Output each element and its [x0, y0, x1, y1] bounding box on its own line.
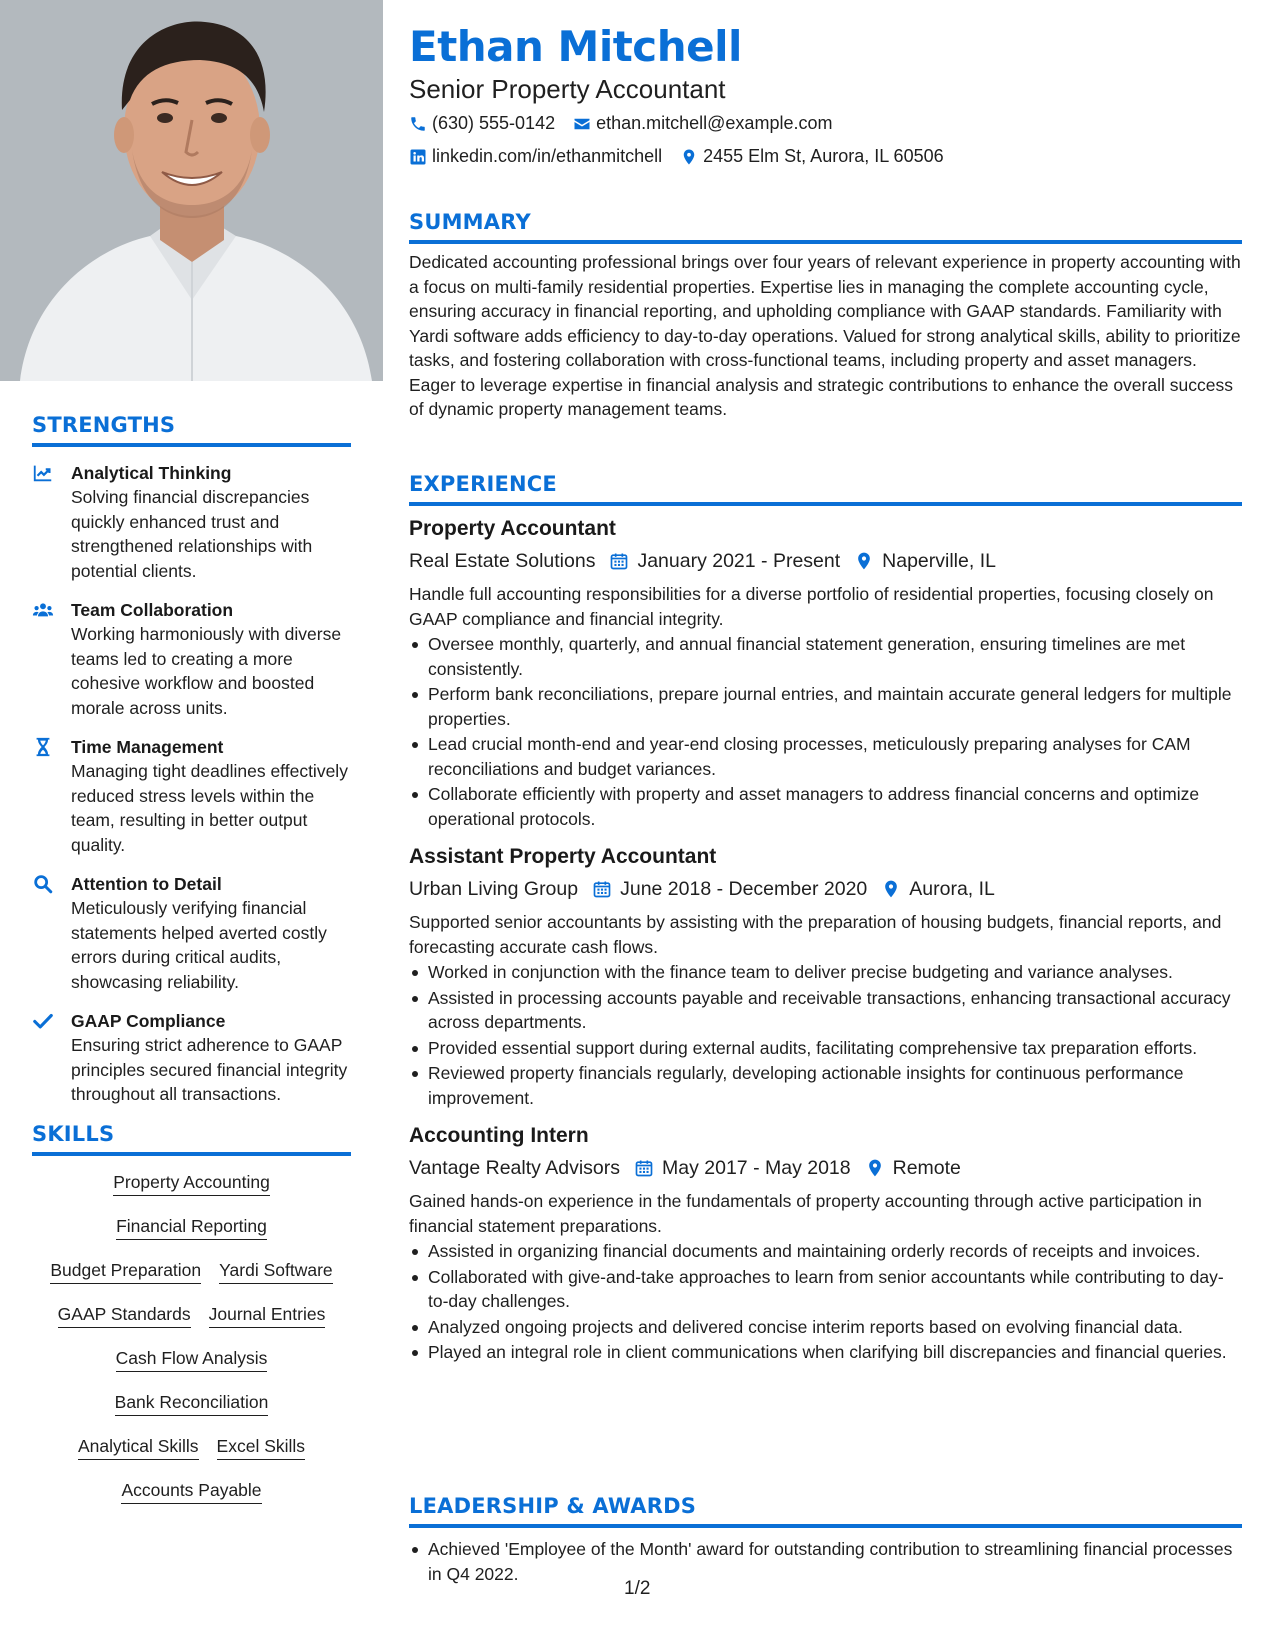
strength-title: Analytical Thinking: [71, 463, 232, 483]
search-icon: [32, 873, 54, 895]
job-description: Handle full accounting responsibilities for a diverse portfolio of residential properties, focusing closely on GAAP compliance and financial integrity.: [409, 584, 1214, 629]
strength-description: Meticulously verifying financial statements helped averted costly errors during critical audits, showcasing reliability.: [71, 898, 327, 992]
job-meta: [409, 1154, 1242, 1182]
linkedin-contact[interactable]: [409, 146, 662, 167]
bullet-item: Lead crucial month-end and year-end closing processes, meticulously preparing analyses for CAM reconciliations and budget variances.: [409, 732, 1242, 781]
strength-title: GAAP Compliance: [71, 1011, 226, 1031]
job-title: Accounting Intern: [409, 1124, 589, 1147]
strengths-heading: STRENGTHS: [32, 413, 176, 437]
skills-row: [32, 1170, 351, 1196]
map-pin-icon: [854, 551, 882, 571]
summary-section: [409, 210, 1242, 422]
bullet-item: Achieved 'Employee of the Month' award for outstanding contribution to streamlining financial processes in Q4 2022.: [409, 1537, 1242, 1586]
bullet-item: Worked in conjunction with the finance team to deliver precise budgeting and variance analyses.: [409, 960, 1242, 985]
map-pin-icon: [881, 879, 909, 899]
candidate-name: Ethan Mitchell: [409, 22, 742, 71]
strength-title: Time Management: [71, 737, 224, 757]
job-bullets: [409, 960, 1242, 1110]
skill-tag: Analytical Skills: [78, 1434, 199, 1460]
bullet-item: Assisted in organizing financial documents and maintaining orderly records of receipts and invoices.: [409, 1239, 1242, 1264]
job-location: Remote: [892, 1157, 961, 1179]
skills-heading: SKILLS: [32, 1121, 115, 1146]
contact-row-2: [409, 146, 944, 167]
job-meta: [409, 875, 1242, 903]
strength-item: [32, 598, 351, 720]
bullet-item: Collaborated with give-and-take approaches to learn from senior accountants while contributing to day-to-day challenges.: [409, 1265, 1242, 1314]
strength-description: Ensuring strict adherence to GAAP principles secured financial integrity throughout all transactions.: [71, 1035, 348, 1104]
contact-row-1: [409, 113, 832, 134]
strengths-list: [32, 461, 351, 1107]
job-location: Naperville, IL: [882, 550, 996, 572]
job-bullets: [409, 1239, 1242, 1365]
map-pin-icon: [680, 148, 698, 166]
skill-tag: Cash Flow Analysis: [116, 1346, 268, 1372]
check-icon: [32, 1010, 54, 1032]
email-address[interactable]: ethan.mitchell@example.com: [596, 113, 833, 133]
bullet-item: Collaborate efficiently with property and asset managers to address financial concerns and optimize operational protocols.: [409, 782, 1242, 831]
skills-row: [32, 1434, 351, 1460]
leadership-section: [409, 1494, 1242, 1587]
strength-title: Attention to Detail: [71, 874, 222, 894]
bullet-item: Oversee monthly, quarterly, and annual financial statement generation, ensuring timelines are met consistently.: [409, 632, 1242, 681]
calendar-icon: [592, 879, 620, 899]
skill-tag: Yardi Software: [219, 1258, 332, 1284]
jobs-list: [409, 515, 1242, 1365]
job-description: Supported senior accountants by assisting with the preparation of housing budgets, financial reports, and forecasting accurate cash flows.: [409, 912, 1222, 957]
envelope-icon: [573, 115, 591, 133]
strength-description: Solving financial discrepancies quickly enhanced trust and strengthened relationships with potential clients.: [71, 487, 313, 581]
strengths-rule: [32, 443, 351, 447]
skill-tag: Bank Reconciliation: [115, 1390, 269, 1416]
skills-list: [32, 1170, 351, 1504]
skill-tag: Accounts Payable: [121, 1478, 261, 1504]
skills-section: [32, 1122, 351, 1504]
strength-description: Working harmoniously with diverse teams led to creating a more cohesive workflow and boosted morale across units.: [71, 624, 342, 718]
job-description: Gained hands-on experience in the fundamentals of property accounting through active participation in financial statement preparations.: [409, 1191, 1202, 1236]
skills-rule: [32, 1152, 351, 1156]
skills-row: [32, 1258, 351, 1284]
job-bullets: [409, 632, 1242, 831]
strength-item: [32, 1009, 351, 1107]
skill-tag: Financial Reporting: [116, 1214, 267, 1240]
strength-description: Managing tight deadlines effectively reduced stress levels within the team, resulting in better output quality.: [71, 761, 348, 855]
chart-line-icon: [32, 462, 54, 484]
skill-tag: Budget Preparation: [50, 1258, 201, 1284]
profile-photo: [0, 0, 383, 381]
skills-row: [32, 1478, 351, 1504]
map-pin-icon: [865, 1158, 893, 1178]
skill-tag: GAAP Standards: [58, 1302, 191, 1328]
bullet-item: Assisted in processing accounts payable and receivable transactions, enhancing transactional accuracy across departments.: [409, 986, 1242, 1035]
leadership-heading: LEADERSHIP & AWARDS: [409, 1494, 697, 1518]
skills-row: [32, 1214, 351, 1240]
experience-section: [409, 472, 1242, 1366]
strengths-section: [32, 413, 351, 1107]
job-dates: May 2017 - May 2018: [662, 1157, 851, 1179]
leadership-rule: [409, 1524, 1242, 1528]
phone-contact: [409, 113, 555, 134]
strength-item: [32, 872, 351, 994]
address-contact: [680, 146, 944, 167]
job-entry: [409, 1122, 1242, 1365]
company-name: Urban Living Group: [409, 878, 579, 900]
skill-tag: Property Accounting: [113, 1170, 270, 1196]
job-dates: June 2018 - December 2020: [620, 878, 868, 900]
skill-tag: Excel Skills: [217, 1434, 306, 1460]
job-location: Aurora, IL: [909, 878, 995, 900]
strength-item: [32, 735, 351, 857]
hourglass-icon: [32, 736, 54, 758]
left-column: [0, 0, 383, 1650]
skill-tag: Journal Entries: [209, 1302, 326, 1328]
experience-rule: [409, 502, 1242, 506]
summary-rule: [409, 240, 1242, 244]
phone-number: (630) 555-0142: [432, 113, 556, 133]
job-title: Property Accountant: [409, 517, 616, 540]
bullet-item: Reviewed property financials regularly, developing actionable insights for continuous performance improvement.: [409, 1061, 1242, 1110]
linkedin-icon: [409, 148, 427, 166]
calendar-icon: [609, 551, 637, 571]
linkedin-url[interactable]: linkedin.com/in/ethanmitchell: [432, 146, 663, 166]
skills-row: [32, 1390, 351, 1416]
summary-text: Dedicated accounting professional brings over four years of relevant experience in property accounting with a focus on multi-family residential properties. Expertise lies in managing the complete accounting cycle, ensuring accuracy in financial reporting, and upholding compliance with GAAP standards. Familiarity with Yardi software adds efficiency to day-to-day operations. Valued for strong analytical skills, ability to prioritize tasks, and fostering collaboration with cross-functional teams, including property and asset managers. Eager to leverage expertise in financial analysis and strategic contributions to enhance the overall success of dynamic property management teams.: [409, 252, 1241, 419]
strength-item: [32, 461, 351, 583]
company-name: Vantage Realty Advisors: [409, 1157, 621, 1179]
strength-title: Team Collaboration: [71, 600, 234, 620]
leadership-list: [409, 1537, 1242, 1586]
address-text: 2455 Elm St, Aurora, IL 60506: [703, 146, 944, 166]
job-meta: [409, 547, 1242, 575]
skills-row: [32, 1346, 351, 1372]
job-title: Assistant Property Accountant: [409, 845, 717, 868]
profile-photo-illustration: [0, 0, 383, 381]
company-name: Real Estate Solutions: [409, 550, 596, 572]
bullet-item: Perform bank reconciliations, prepare journal entries, and maintain accurate general ledgers for multiple properties.: [409, 682, 1242, 731]
phone-icon: [409, 115, 427, 133]
job-dates: January 2021 - Present: [637, 550, 841, 572]
job-entry: [409, 515, 1242, 831]
bullet-item: Played an integral role in client communications when clarifying bill discrepancies and financial queries.: [409, 1340, 1242, 1365]
skills-row: [32, 1302, 351, 1328]
page-number: 1/2: [624, 1578, 651, 1599]
bullet-item: Analyzed ongoing projects and delivered concise interim reports based on evolving financial data.: [409, 1315, 1242, 1340]
calendar-icon: [634, 1158, 662, 1178]
email-contact[interactable]: [573, 113, 832, 134]
bullet-item: Provided essential support during external audits, facilitating comprehensive tax preparation efforts.: [409, 1036, 1242, 1061]
summary-heading: SUMMARY: [409, 210, 531, 234]
candidate-role: Senior Property Accountant: [409, 74, 726, 104]
users-icon: [32, 599, 54, 621]
job-entry: [409, 843, 1242, 1110]
experience-heading: EXPERIENCE: [409, 472, 557, 496]
